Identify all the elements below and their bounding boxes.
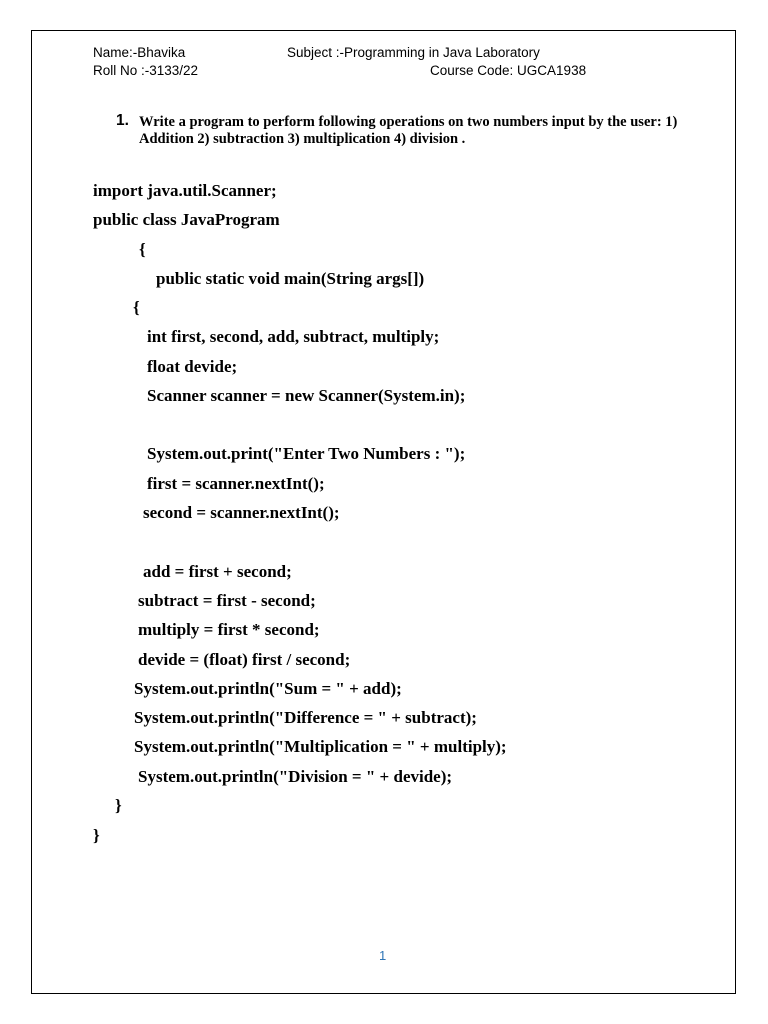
code-line: subtract = first - second; <box>138 591 316 610</box>
student-name: Name:-Bhavika <box>93 45 186 60</box>
code-line: System.out.println("Difference = " + subtract); <box>134 708 477 727</box>
subject-label: Subject :-Programming in Java Laboratory <box>287 45 540 60</box>
course-code: Course Code: UGCA1938 <box>430 63 587 78</box>
code-line: int first, second, add, subtract, multiply; <box>147 327 440 346</box>
code-line: Scanner scanner = new Scanner(System.in); <box>147 386 466 405</box>
code-line: System.out.println("Division = " + devide); <box>138 767 453 786</box>
code-line: } <box>93 826 100 845</box>
roll-number: Roll No :-3133/22 <box>93 63 199 78</box>
code-line: add = first + second; <box>143 562 292 581</box>
code-line: devide = (float) first / second; <box>138 650 351 669</box>
code-line: second = scanner.nextInt(); <box>143 503 340 522</box>
code-line: float devide; <box>147 357 238 376</box>
code-line: multiply = first * second; <box>138 620 320 639</box>
code-line: System.out.println("Multiplication = " + multiply); <box>134 737 507 756</box>
question-number: 1. <box>116 112 129 129</box>
code-line: System.out.println("Sum = " + add); <box>134 679 402 698</box>
code-line: public static void main(String args[]) <box>156 269 425 288</box>
page-number: 1 <box>379 948 387 963</box>
code-line: import java.util.Scanner; <box>93 181 277 200</box>
code-line: first = scanner.nextInt(); <box>147 474 325 493</box>
code-line: { <box>133 298 140 317</box>
code-line: { <box>139 240 146 259</box>
code-line: } <box>115 796 122 815</box>
question-text: Write a program to perform following operations on two numbers input by the user: 1) Addition 2) subtraction 3) multiplication 4) division . <box>139 114 678 147</box>
page-border <box>31 30 736 994</box>
code-line: public class JavaProgram <box>93 210 280 229</box>
code-line: System.out.print("Enter Two Numbers : "); <box>147 444 466 463</box>
